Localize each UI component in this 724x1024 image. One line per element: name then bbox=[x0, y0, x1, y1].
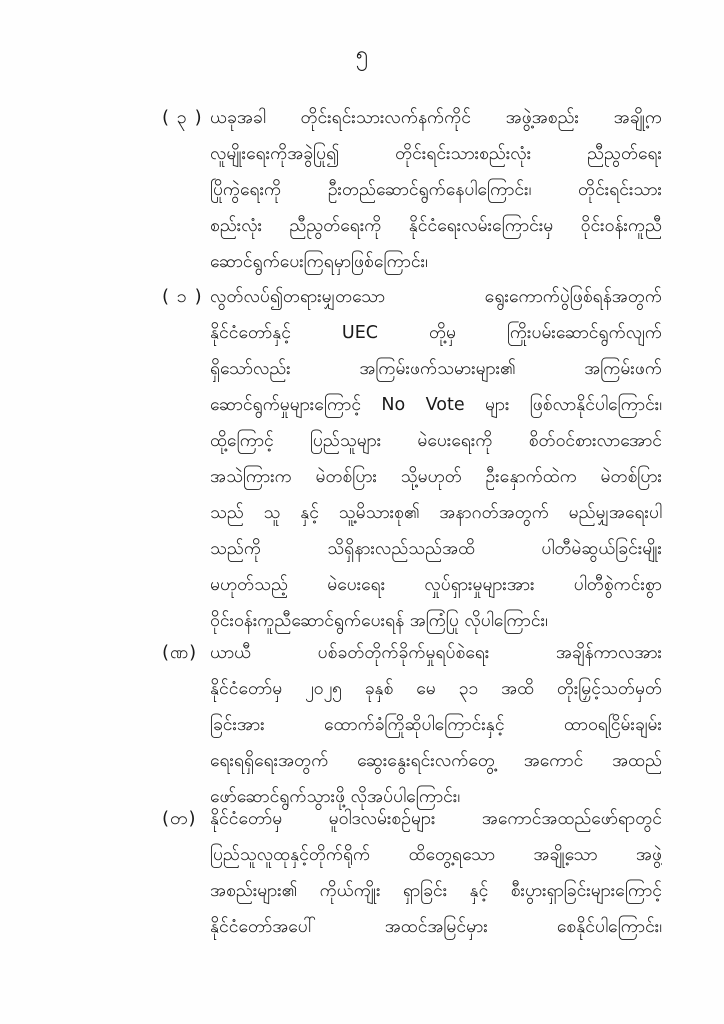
text-line: သည်ကို သိရှိနားလည်သည်အထိ ပါတီမဲဆွယ်ခြင်းမျိုး bbox=[210, 539, 662, 559]
text-line: ရှိသော်လည်း အကြမ်းဖက်သမားများ၏ အကြမ်းဖက် bbox=[210, 359, 662, 379]
text-line: နိုင်ငံတော်အပေါ် အထင်အမြင်မှား စေနိုင်ပါကြောင်း၊ bbox=[210, 917, 662, 937]
item-marker: ( ၃ ) bbox=[162, 107, 203, 128]
item-text bbox=[210, 279, 662, 639]
text-line: ဝိုင်းဝန်းကူညီဆောင်ရွက်ပေးရန် အကြံပြု လိုပါကြောင်း၊ bbox=[210, 611, 548, 631]
text-line: ထို့ကြောင့် ပြည်သူများ မဲပေးရေးကို စိတ်ဝင်စားလာအောင် bbox=[210, 431, 662, 451]
item-text bbox=[210, 801, 662, 945]
text-line: အသဲကြားက မဲတစ်ပြား သို့မဟုတ် ဦးနှောက်ထဲက မဲတစ်ပြား bbox=[210, 467, 662, 487]
text-line: ဆောင်ရွက်ပေးကြရမှာဖြစ်ကြောင်း၊ bbox=[210, 252, 428, 272]
text-line: ယာယီ ပစ်ခတ်တိုက်ခိုက်မှုရပ်စဲရေး အချိန်ကာလအား bbox=[210, 643, 662, 663]
item-marker: ( ၁ ) bbox=[162, 286, 203, 307]
text-line: ရေးရရှိရေးအတွက် ဆွေးနွေးရင်းလက်တွေ့ အကောင် အထည် bbox=[210, 751, 662, 771]
item-marker: (ဏ) bbox=[162, 642, 198, 663]
text-line: ဖော်ဆောင်ရွက်သွားဖို့ လိုအပ်ပါကြောင်း၊ bbox=[210, 787, 461, 807]
text-line: လူမျိုးရေးကိုအခွဲပြု၍ တိုင်းရင်းသားစည်းလုံး ညီညွတ်ရေး bbox=[210, 144, 662, 164]
text-line: သည် သူ နှင့် သူ့မိသားစု၏ အနာဂတ်အတွက် မည်မျှအရေးပါ bbox=[210, 503, 662, 523]
item-text bbox=[210, 100, 662, 280]
text-line: နိုင်ငံတော်နှင့် UEC တို့မှ ကြိုးပမ်းဆောင်ရွက်လျက် bbox=[210, 323, 662, 343]
text-line: မဟုတ်သည့် မဲပေးရေး လှုပ်ရှားမှုများအား ပါတီစွဲကင်းစွာ bbox=[210, 575, 662, 595]
text-line: လွတ်လပ်၍တရားမျှတသော ရွေးကောက်ပွဲဖြစ်ရန်အတွက် bbox=[210, 287, 662, 307]
text-line: အစည်းများ၏ ကိုယ်ကျိုး ရှာခြင်း နှင့် စီးပွားရှာခြင်းများကြောင့် bbox=[210, 881, 662, 901]
page-number: ၅ bbox=[355, 42, 369, 67]
item-text bbox=[210, 635, 662, 815]
text-line: ယခုအခါ တိုင်းရင်းသားလက်နက်ကိုင် အဖွဲ့အစည်း အချို့က bbox=[210, 108, 662, 128]
text-line: နိုင်ငံတော်မှ ၂၀၂၅ ခုနှစ် မေ ၃၁ အထိ တိုးမြှင့်သတ်မှတ် bbox=[210, 679, 662, 699]
text-line: ဆောင်ရွက်မှုများကြောင့် No Vote များ ဖြစ်လာနိုင်ပါကြောင်း၊ bbox=[210, 395, 662, 415]
text-line: နိုင်ငံတော်မှ မူဝါဒလမ်းစဉ်များ အကောင်အထည်ဖော်ရာတွင် bbox=[210, 809, 662, 829]
item-marker: (တ) bbox=[162, 808, 197, 829]
text-line: ပြိုကွဲရေးကို ဦးတည်ဆောင်ရွက်နေပါကြောင်း၊ တိုင်းရင်းသား bbox=[210, 180, 662, 200]
text-line: ပြည်သူလူထုနှင့်တိုက်ရိုက် ထိတွေ့ရသော အချို့သော အဖွဲ့ bbox=[210, 845, 662, 865]
text-line: စည်းလုံး ညီညွတ်ရေးကို နိုင်ငံရေးလမ်းကြောင်းမှ ဝိုင်းဝန်းကူညီ bbox=[210, 216, 662, 236]
text-line: ခြင်းအား ထောက်ခံကြိုဆိုပါကြောင်းနှင့် ထာဝရငြိမ်းချမ်း bbox=[210, 715, 662, 735]
